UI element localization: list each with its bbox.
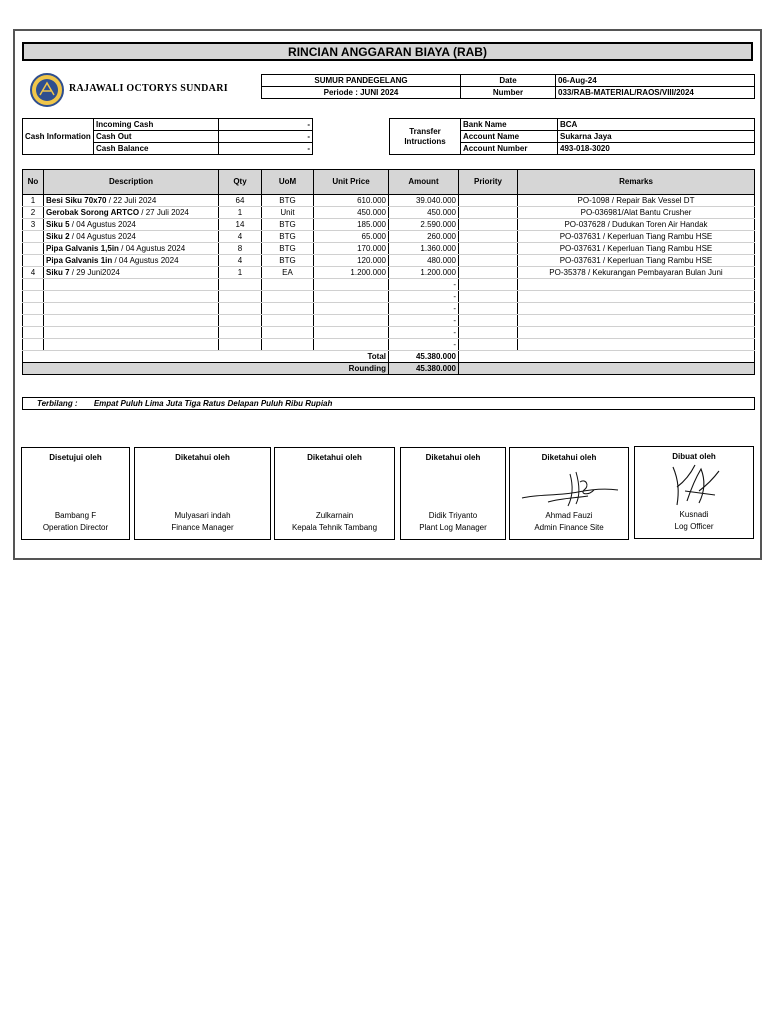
cell-no [23, 327, 44, 339]
cell-qty: 4 [219, 255, 262, 267]
item-date: / 04 Agustus 2024 [112, 255, 179, 265]
table-row [23, 303, 755, 315]
cell-no [23, 291, 44, 303]
cell-uom [262, 315, 314, 327]
cell-qty: 64 [219, 195, 262, 207]
signer-position: Operation Director [42, 523, 109, 532]
cell-remarks: PO-036981/Alat Bantu Crusher [518, 207, 755, 219]
cell-uom [262, 279, 314, 291]
signature-scribble-icon [518, 468, 622, 508]
cell-remarks: PO-037631 / Keperluan Tiang Rambu HSE [518, 231, 755, 243]
date-label: Date [461, 75, 556, 87]
bank-name-label: Bank Name [461, 119, 558, 131]
cell-unit-price: 185.000 [314, 219, 389, 231]
site-name: SUMUR PANDEGELANG [262, 75, 461, 87]
cell-uom [262, 339, 314, 351]
company-name: RAJAWALI OCTORYS SUNDARI [69, 83, 228, 94]
item-date: / 27 Juli 2024 [139, 207, 189, 217]
cell-amount: 2.590.000 [389, 219, 459, 231]
total-label: Total [23, 351, 389, 363]
cell-qty [219, 303, 262, 315]
cell-unit-price: 120.000 [314, 255, 389, 267]
cell-qty: 1 [219, 207, 262, 219]
cell-qty [219, 339, 262, 351]
cell-description [44, 243, 219, 255]
cell-qty: 14 [219, 219, 262, 231]
cell-description [44, 279, 219, 291]
signer-position: Admin Finance Site [534, 523, 604, 532]
cell-amount: 39.040.000 [389, 195, 459, 207]
table-row [23, 195, 755, 207]
table-row [23, 339, 755, 351]
cell-qty: 4 [219, 231, 262, 243]
cell-unit-price [314, 327, 389, 339]
signature-box-finance-manager [134, 447, 271, 540]
signature-box-approver [21, 447, 130, 540]
table-row [23, 279, 755, 291]
cell-description [44, 219, 219, 231]
terbilang-text: Empat Puluh Lima Juta Tiga Ratus Delapan Puluh Ribu Rupiah [93, 399, 333, 408]
table-row [23, 243, 755, 255]
cell-amount: 450.000 [389, 207, 459, 219]
col-qty-header: Qty [219, 170, 262, 195]
cell-priority [459, 303, 518, 315]
cell-qty [219, 291, 262, 303]
col-priority-header: Priority [459, 170, 518, 195]
rounding-value: 45.380.000 [389, 363, 459, 375]
cell-no [23, 315, 44, 327]
signature-box-log-officer [634, 446, 754, 539]
cell-no [23, 339, 44, 351]
rounding-label: Rounding [23, 363, 389, 375]
cell-uom: BTG [262, 243, 314, 255]
items-table [22, 169, 755, 375]
item-name: Gerobak Sorong ARTCO [46, 207, 140, 217]
cell-amount: 1.200.000 [389, 267, 459, 279]
total-value: 45.380.000 [389, 351, 459, 363]
cell-remarks [518, 339, 755, 351]
cell-description [44, 231, 219, 243]
cell-unit-price: 170.000 [314, 243, 389, 255]
cell-qty [219, 315, 262, 327]
item-name: Siku 7 [46, 267, 70, 277]
signer-position: Finance Manager [171, 523, 234, 532]
signer-name: Didik Triyanto [428, 511, 478, 520]
cell-no [23, 255, 44, 267]
cell-uom [262, 291, 314, 303]
cell-remarks [518, 315, 755, 327]
cell-uom: BTG [262, 195, 314, 207]
cell-priority [459, 291, 518, 303]
date-value: 06-Aug-24 [556, 75, 755, 87]
header-info-table [261, 74, 755, 99]
cell-no: 3 [23, 219, 44, 231]
signature-box-plant-log-manager [400, 447, 506, 540]
cell-no [23, 231, 44, 243]
table-row [23, 291, 755, 303]
cell-priority [459, 279, 518, 291]
table-row [23, 219, 755, 231]
item-name: Pipa Galvanis 1,5in [46, 243, 119, 253]
table-row [23, 315, 755, 327]
incoming-cash-value: - [219, 119, 313, 131]
cell-unit-price: 610.000 [314, 195, 389, 207]
cell-qty: 1 [219, 267, 262, 279]
table-row [23, 231, 755, 243]
cell-description [44, 315, 219, 327]
account-name-value: Sukarna Jaya [558, 131, 755, 143]
signature-heading: Diketahui oleh [541, 453, 597, 462]
table-row [23, 207, 755, 219]
cell-amount: 1.360.000 [389, 243, 459, 255]
signature-heading: Diketahui oleh [175, 453, 230, 462]
cell-remarks: PO-037631 / Keperluan Tiang Rambu HSE [518, 243, 755, 255]
transfer-label: Transfer Intructions [390, 119, 461, 155]
cell-unit-price [314, 339, 389, 351]
cell-unit-price [314, 315, 389, 327]
cell-amount: 480.000 [389, 255, 459, 267]
cash-info-label: Cash Information [23, 119, 94, 155]
signer-position: Kepala Tehnik Tambang [291, 523, 378, 532]
cell-remarks [518, 327, 755, 339]
cell-qty [219, 279, 262, 291]
cash-out-value: - [219, 131, 313, 143]
cell-unit-price [314, 279, 389, 291]
cell-priority [459, 219, 518, 231]
cell-priority [459, 267, 518, 279]
cell-amount: - [389, 291, 459, 303]
cell-unit-price [314, 303, 389, 315]
company-logo-icon [30, 73, 64, 107]
cell-description [44, 327, 219, 339]
cash-info-table [22, 118, 313, 155]
cell-description [44, 267, 219, 279]
cell-remarks [518, 303, 755, 315]
transfer-info-table [389, 118, 755, 155]
cell-remarks: PO-1098 / Repair Bak Vessel DT [518, 195, 755, 207]
cell-unit-price: 65.000 [314, 231, 389, 243]
bank-name-value: BCA [558, 119, 755, 131]
cell-uom: BTG [262, 255, 314, 267]
cash-balance-label: Cash Balance [94, 143, 219, 155]
signer-name: Mulyasari indah [174, 511, 231, 520]
cell-description [44, 195, 219, 207]
cell-no: 1 [23, 195, 44, 207]
signer-name: Ahmad Fauzi [545, 511, 593, 520]
signature-heading: Dibuat oleh [672, 452, 716, 461]
col-remarks-header: Remarks [518, 170, 755, 195]
cell-remarks: PO-35378 / Kekurangan Pembayaran Bulan Juni [518, 267, 755, 279]
item-date: / 04 Agustus 2024 [69, 231, 136, 241]
cell-priority [459, 243, 518, 255]
col-description-header: Description [44, 170, 219, 195]
cell-no [23, 279, 44, 291]
account-number-value: 493-018-3020 [558, 143, 755, 155]
period: Periode : JUNI 2024 [262, 87, 461, 99]
col-no-header: No [23, 170, 44, 195]
incoming-cash-label: Incoming Cash [94, 119, 219, 131]
cell-priority [459, 195, 518, 207]
signature-heading: Diketahui oleh [425, 453, 481, 462]
cell-amount: - [389, 303, 459, 315]
item-name: Siku 5 [46, 219, 70, 229]
table-row [23, 255, 755, 267]
cell-no: 2 [23, 207, 44, 219]
signer-position: Plant Log Manager [419, 523, 487, 532]
cell-priority [459, 339, 518, 351]
cell-no [23, 303, 44, 315]
col-amount-header: Amount [389, 170, 459, 195]
cell-remarks [518, 291, 755, 303]
cash-out-label: Cash Out [94, 131, 219, 143]
cell-no [23, 243, 44, 255]
cell-remarks: PO-037628 / Dudukan Toren Air Handak [518, 219, 755, 231]
table-row [23, 267, 755, 279]
item-date: / 04 Agustus 2024 [69, 219, 136, 229]
signature-heading: Diketahui oleh [307, 453, 362, 462]
cell-description [44, 339, 219, 351]
signature-box-admin-finance [509, 447, 629, 540]
item-date: / 22 Juli 2024 [106, 195, 157, 205]
number-value: 033/RAB-MATERIAL/RAOS/VIII/2024 [556, 87, 755, 99]
cell-amount: - [389, 279, 459, 291]
cell-amount: - [389, 315, 459, 327]
cell-unit-price: 1.200.000 [314, 267, 389, 279]
signature-scribble-icon [665, 461, 725, 511]
cell-priority [459, 231, 518, 243]
cell-amount: 260.000 [389, 231, 459, 243]
rab-sheet [13, 29, 762, 560]
item-date: / 04 Agustus 2024 [118, 243, 186, 253]
number-label: Number [461, 87, 556, 99]
cell-uom: Unit [262, 207, 314, 219]
col-unit-price-header: Unit Price [314, 170, 389, 195]
cell-unit-price: 450.000 [314, 207, 389, 219]
cell-uom [262, 303, 314, 315]
cell-uom: EA [262, 267, 314, 279]
item-name: Besi Siku 70x70 [46, 195, 107, 205]
col-uom-header: UoM [262, 170, 314, 195]
cell-description [44, 255, 219, 267]
signer-position: Log Officer [674, 522, 714, 531]
item-name: Pipa Galvanis 1in [46, 255, 113, 265]
terbilang-box [22, 397, 755, 410]
account-number-label: Account Number [461, 143, 558, 155]
cell-description [44, 303, 219, 315]
terbilang-label: Terbilang : [37, 399, 78, 408]
cell-uom: BTG [262, 231, 314, 243]
cell-description [44, 291, 219, 303]
cell-uom [262, 327, 314, 339]
cell-remarks [518, 279, 755, 291]
cell-unit-price [314, 291, 389, 303]
item-date: / 29 Juni2024 [69, 267, 120, 277]
account-name-label: Account Name [461, 131, 558, 143]
cell-amount: - [389, 339, 459, 351]
signature-heading: Disetujui oleh [49, 453, 102, 462]
item-name: Siku 2 [46, 231, 70, 241]
cell-priority [459, 315, 518, 327]
cash-balance-value: - [219, 143, 313, 155]
signer-name: Bambang F [54, 511, 97, 520]
document-title: RINCIAN ANGGARAN BIAYA (RAB) [22, 42, 753, 61]
cell-uom: BTG [262, 219, 314, 231]
table-row [23, 327, 755, 339]
cell-amount: - [389, 327, 459, 339]
cell-description [44, 207, 219, 219]
signer-name: Zulkarnain [315, 511, 354, 520]
cell-qty [219, 327, 262, 339]
cell-priority [459, 207, 518, 219]
signature-box-kepala-tehnik [274, 447, 395, 540]
cell-no: 4 [23, 267, 44, 279]
signer-name: Kusnadi [679, 510, 709, 519]
cell-priority [459, 255, 518, 267]
cell-remarks: PO-037631 / Keperluan Tiang Rambu HSE [518, 255, 755, 267]
cell-qty: 8 [219, 243, 262, 255]
cell-priority [459, 327, 518, 339]
